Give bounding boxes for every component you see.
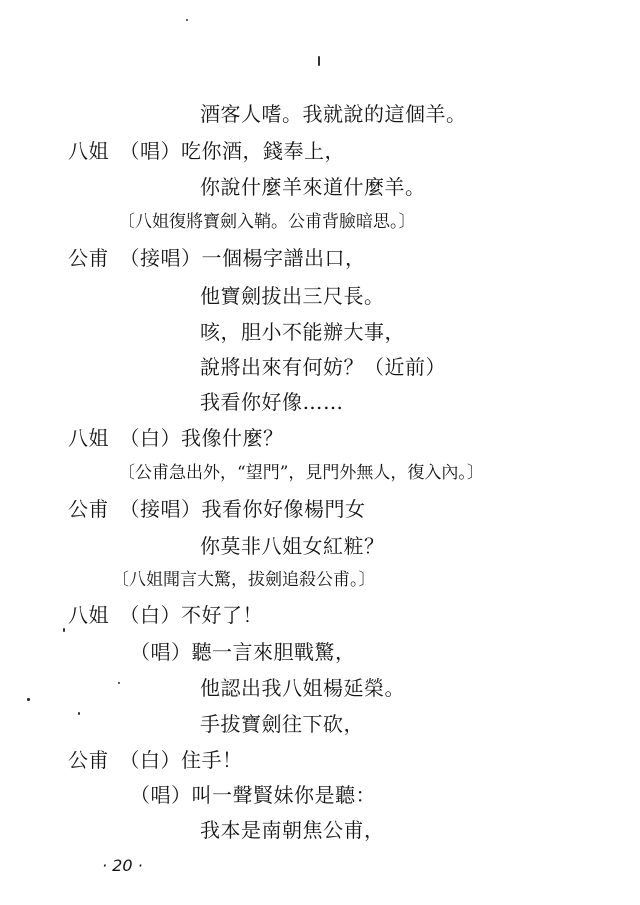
verse-line: 我本是南朝焦公甫， bbox=[200, 818, 385, 842]
stage-direction: 〔八姐聞言大驚，拔劍追殺公甫。〕 bbox=[112, 570, 376, 590]
dialogue-line: 公甫 （白）住手！ bbox=[68, 748, 243, 772]
dialogue-line: （唱）叫一聲賢妹你是聽： bbox=[130, 783, 376, 807]
stage-direction: 〔八姐復將寶劍入鞘。公甫背臉暗思。〕 bbox=[118, 212, 416, 232]
verse-line: 他寶劍拔出三尺長。 bbox=[200, 284, 385, 308]
verse-line: 他認出我八姐楊延榮。 bbox=[200, 676, 405, 700]
verse-line: 我看你好像…… bbox=[200, 390, 344, 414]
stage-direction: 〔公甫急出外，“望門”，見門外無人，復入內。〕 bbox=[118, 463, 484, 483]
ink-mark bbox=[318, 56, 320, 66]
dialogue-line: 公甫 （接唱）我看你好像楊門女 bbox=[68, 497, 366, 521]
page-number: · 20 · bbox=[102, 856, 143, 875]
dialogue-line: （唱）聽一言來胆戰驚， bbox=[130, 640, 356, 664]
ink-mark bbox=[186, 19, 188, 21]
ink-mark bbox=[63, 628, 65, 632]
dialogue-line: 公甫 （接唱）一個楊字譜出口， bbox=[68, 246, 366, 270]
verse-line: 咳，胆小不能辦大事， bbox=[200, 320, 405, 344]
dialogue-line: 八姐 （唱）吃你酒，錢奉上， bbox=[68, 139, 345, 163]
verse-line: 說將出來有何妨？（近前） bbox=[200, 355, 446, 379]
verse-line: 你莫非八姐女紅粧？ bbox=[200, 534, 385, 558]
verse-line: 你說什麼羊來道什麼羊。 bbox=[200, 175, 426, 199]
verse-line: 手拔寶劍往下砍， bbox=[200, 712, 364, 736]
dialogue-line: 八姐 （白）不好了！ bbox=[68, 603, 263, 627]
ink-mark bbox=[118, 682, 120, 684]
verse-line: 酒客人嗜。我就說的這個羊。 bbox=[200, 102, 467, 126]
dialogue-line: 八姐 （白）我像什麼？ bbox=[68, 426, 284, 450]
ink-mark bbox=[78, 712, 80, 715]
ink-mark bbox=[27, 698, 30, 701]
